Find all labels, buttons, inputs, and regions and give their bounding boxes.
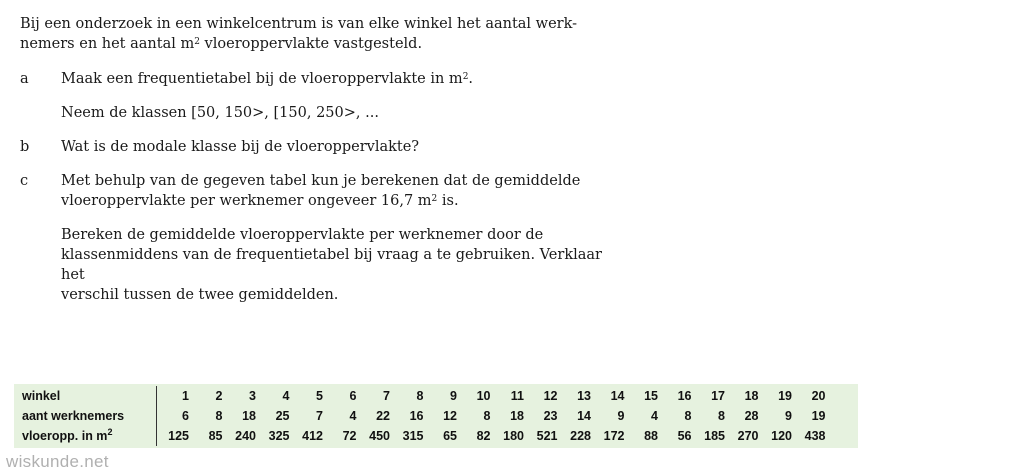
table-cell: 22: [376, 409, 390, 423]
table-cell: 72: [342, 429, 357, 443]
intro-line-2a: nemers en het aantal m: [20, 36, 195, 52]
intro-line-2b: vloeroppervlakte vastgesteld.: [199, 36, 423, 52]
table-cell: 23: [543, 409, 558, 423]
intro-paragraph: [20, 14, 620, 54]
intro-line-1: Bij een onderzoek in een winkelcentrum is van elke winkel het aantal werk-: [20, 16, 578, 32]
table-cell: 120: [771, 429, 792, 443]
question-c-line-1: Met behulp van de gegeven tabel kun je berekenen dat de gemiddelde: [61, 173, 581, 189]
table-cell: 4: [651, 409, 658, 423]
question-c-sup: 2: [431, 194, 438, 204]
table-cell: 315: [402, 429, 424, 443]
table-cell: 65: [443, 429, 457, 443]
table-cell: 1: [182, 389, 189, 403]
table-cell: 521: [536, 429, 558, 443]
table-cell: 6: [349, 389, 357, 403]
question-c-line-2b: is.: [437, 193, 459, 209]
table-cell: 12: [443, 409, 457, 423]
table-cell: 8: [416, 389, 424, 403]
question-b: [20, 137, 620, 157]
table-cell: 20: [811, 389, 826, 403]
table-cell: 4: [349, 409, 357, 423]
table-cell: 8: [215, 409, 223, 423]
table-cell: 270: [737, 429, 759, 443]
table-cell: 18: [744, 389, 759, 403]
table-cell: 16: [677, 389, 692, 403]
table-cell: 4: [282, 389, 290, 403]
question-c-follow-2: klassenmiddens van de frequentietabel bij vraag a te gebruiken. Verklaar het: [61, 247, 602, 283]
table-cell: 8: [684, 409, 692, 423]
table-cell: 3: [249, 389, 256, 403]
table-cell: 85: [208, 429, 223, 443]
table-cell: 412: [302, 429, 323, 443]
table-cell: 450: [369, 429, 390, 443]
table-cell: 17: [711, 389, 725, 403]
question-c-letter: c: [20, 173, 29, 189]
table-cell: 16: [409, 409, 424, 423]
table-cell: 19: [778, 389, 792, 403]
table-cell: 172: [603, 429, 625, 443]
question-a: [20, 69, 620, 123]
table-cell: 14: [610, 389, 625, 403]
exercise-text: [20, 14, 620, 305]
table-cell: 15: [644, 389, 658, 403]
intro-sup: 2: [194, 37, 200, 47]
table-cell: 18: [510, 409, 524, 423]
table-cell: 9: [785, 409, 792, 423]
question-b-text: Wat is de modale klasse bij de vloeroppervlakte?: [61, 139, 420, 155]
table-cell: 9: [450, 389, 457, 403]
table-cell: 14: [577, 409, 591, 423]
data-table-background: [14, 384, 858, 448]
table-cell: 438: [804, 429, 826, 443]
row-vloeropp: [22, 426, 826, 446]
table-cell: 325: [268, 429, 290, 443]
table-cell: 240: [235, 429, 256, 443]
question-c: [20, 171, 620, 305]
table-cell: 7: [383, 389, 390, 403]
row-label: vloeropp. in $m^2$: [22, 426, 157, 446]
question-c-line-2a: vloeroppervlakte per werknemer ongeveer 16,7 m: [61, 193, 432, 209]
table-cell: 12: [543, 389, 558, 403]
table-cell: 7: [316, 409, 323, 423]
table-cell: 18: [242, 409, 256, 423]
table-cell: 88: [644, 429, 658, 443]
question-a-letter: a: [20, 71, 29, 87]
row-winkel: [22, 386, 826, 406]
table-cell: 2: [215, 389, 223, 403]
data-table: [22, 386, 826, 446]
row-werknemers: [22, 406, 826, 426]
question-a-sup: 2: [462, 72, 469, 82]
table-cell: 28: [744, 409, 759, 423]
table-cell: 11: [510, 389, 524, 403]
table-cell: 8: [718, 409, 725, 423]
table-cell: 180: [503, 429, 524, 443]
question-c-follow-1: Bereken de gemiddelde vloeroppervlakte per werknemer door de: [61, 227, 544, 243]
question-c-follow: [61, 225, 620, 305]
question-a-text: Maak een frequentietabel bij de vloeroppervlakte in m: [61, 71, 463, 87]
row-label: winkel: [22, 386, 157, 406]
question-a-text-end: .: [468, 71, 474, 87]
question-b-letter: b: [20, 139, 30, 155]
table-cell: 13: [577, 389, 591, 403]
question-c-follow-3: verschil tussen de twee gemiddelden.: [61, 287, 339, 303]
row-label: aant werknemers: [22, 406, 157, 426]
table-cell: 6: [182, 409, 189, 423]
question-a-follow: Neem de klassen [50, 150>, [150, 250>, ...: [61, 105, 379, 121]
table-cell: 56: [677, 429, 692, 443]
table-cell: 228: [570, 429, 591, 443]
table-cell: 8: [483, 409, 491, 423]
table-cell: 82: [476, 429, 491, 443]
table-cell: 19: [811, 409, 826, 423]
table-cell: 125: [168, 429, 189, 443]
table-cell: 10: [476, 389, 491, 403]
table-cell: 5: [316, 389, 323, 403]
watermark: wiskunde.net: [6, 452, 109, 471]
table-cell: 25: [275, 409, 290, 423]
table-cell: 9: [617, 409, 625, 423]
table-cell: 185: [704, 429, 725, 443]
